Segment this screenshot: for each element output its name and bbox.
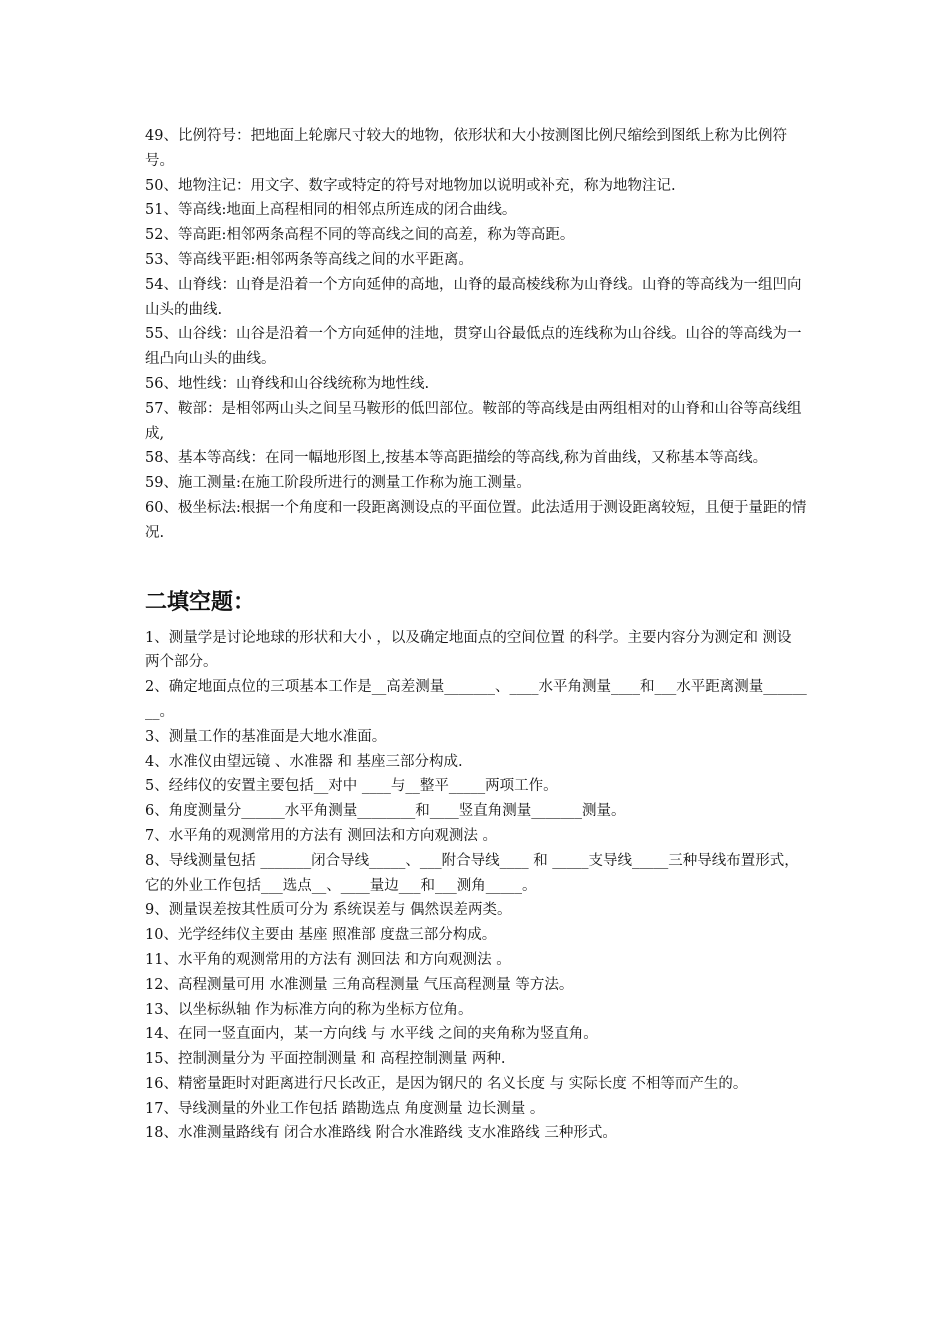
question-item: 3、测量工作的基准面是大地水准面。	[145, 728, 387, 745]
question-item: 两个部分。	[145, 654, 218, 671]
question-item: 12、高程测量可用 水准测量 三角高程测量 气压高程测量 等方法。	[145, 976, 574, 993]
definition-item: 53、等高线平距:相邻两条等高线之间的水平距离。	[145, 251, 473, 268]
question-item: 15、控制测量分为 平面控制测量 和 高程控制测量 两种.	[145, 1051, 506, 1068]
section-heading: 二填空题：	[145, 589, 256, 615]
question-item: 16、精密量距时对距离进行尺长改正，是因为钢尺的 名义长度 与 实际长度 不相等而产生的。	[145, 1075, 748, 1092]
question-item: 8、导线测量包括 _______闭合导线_____、___附合导线____ 和 _____支导线_____三种导线布置形式，它的外业工作包括___选点__、____量边___和___测角_____。	[145, 852, 799, 894]
question-item: 13、以坐标纵轴 作为标准方向的称为坐标方位角。	[145, 1001, 473, 1018]
definition-item: 50、地物注记：用文字、数字或特定的符号对地物加以说明或补充，称为地物注记.	[145, 177, 676, 194]
definition-item: 57、鞍部：是相邻两山头之间呈马鞍形的低凹部位。鞍部的等高线是由两组相对的山脊和山谷等高线组成,	[145, 400, 802, 442]
definition-item: 59、施工测量:在施工阶段所进行的测量工作称为施工测量。	[145, 475, 531, 492]
question-item: 5、经纬仪的安置主要包括__对中 ____与__整平_____两项工作。	[145, 778, 558, 795]
question-item: 6、角度测量分______水平角测量________和____竖直角测量_______测量。	[145, 803, 626, 820]
question-item: 1、测量学是讨论地球的形状和大小 ，以及确定地面点的空间位置 的科学。主要内容分为测定和 测设	[145, 629, 792, 646]
definition-item: 60、极坐标法:根据一个角度和一段距离测设点的平面位置。此法适用于测设距离较短，且便于量距的情况.	[145, 499, 807, 541]
definition-item: 55、山谷线：山谷是沿着一个方向延伸的洼地，贯穿山谷最低点的连线称为山谷线。山谷的等高线为一组凸向山头的曲线。	[145, 326, 802, 368]
definition-item: 56、地性线：山脊线和山谷线统称为地性线.	[145, 375, 430, 392]
document-body	[145, 124, 813, 1146]
definition-item: 58、基本等高线：在同一幅地形图上,按基本等高距描绘的等高线,称为首曲线，又称基本等高线。	[145, 450, 768, 467]
question-item: 2、确定地面点位的三项基本工作是__高差测量_______、____水平角测量____和___水平距离测量________。	[145, 679, 807, 720]
fill-blank-list	[145, 626, 813, 1147]
definition-item: 51、等高线:地面上高程相同的相邻点所连成的闭合曲线。	[145, 202, 517, 219]
question-item: 11、水平角的观测常用的方法有 测回法 和方向观测法 。	[145, 951, 511, 968]
question-item: 9、测量误差按其性质可分为 系统误差与 偶然误差两类。	[145, 902, 512, 919]
question-item: 10、光学经纬仪主要由 基座 照准部 度盘三部分构成。	[145, 927, 497, 944]
definition-item: 54、山脊线：山脊是沿着一个方向延伸的高地，山脊的最高棱线称为山脊线。山脊的等高线为一组凹向山头的曲线.	[145, 276, 802, 318]
question-item: 17、导线测量的外业工作包括 踏勘选点 角度测量 边长测量 。	[145, 1100, 545, 1117]
definition-item: 49、比例符号：把地面上轮廓尺寸较大的地物，依形状和大小按测图比例尺缩绘到图纸上称为比例符号。	[145, 128, 787, 169]
definitions-list	[145, 124, 813, 546]
question-item: 14、在同一竖直面内，某一方向线 与 水平线 之间的夹角称为竖直角。	[145, 1026, 598, 1043]
question-item: 7、水平角的观测常用的方法有 测回法和方向观测法 。	[145, 827, 497, 844]
question-item: 4、水准仪由望远镜 、水准器 和 基座三部分构成.	[145, 753, 463, 770]
definition-item: 52、等高距:相邻两条高程不同的等高线之间的高差，称为等高距。	[145, 227, 575, 244]
question-item: 18、水准测量路线有 闭合水准路线 附合水准路线 支水准路线 三种形式。	[145, 1125, 617, 1142]
